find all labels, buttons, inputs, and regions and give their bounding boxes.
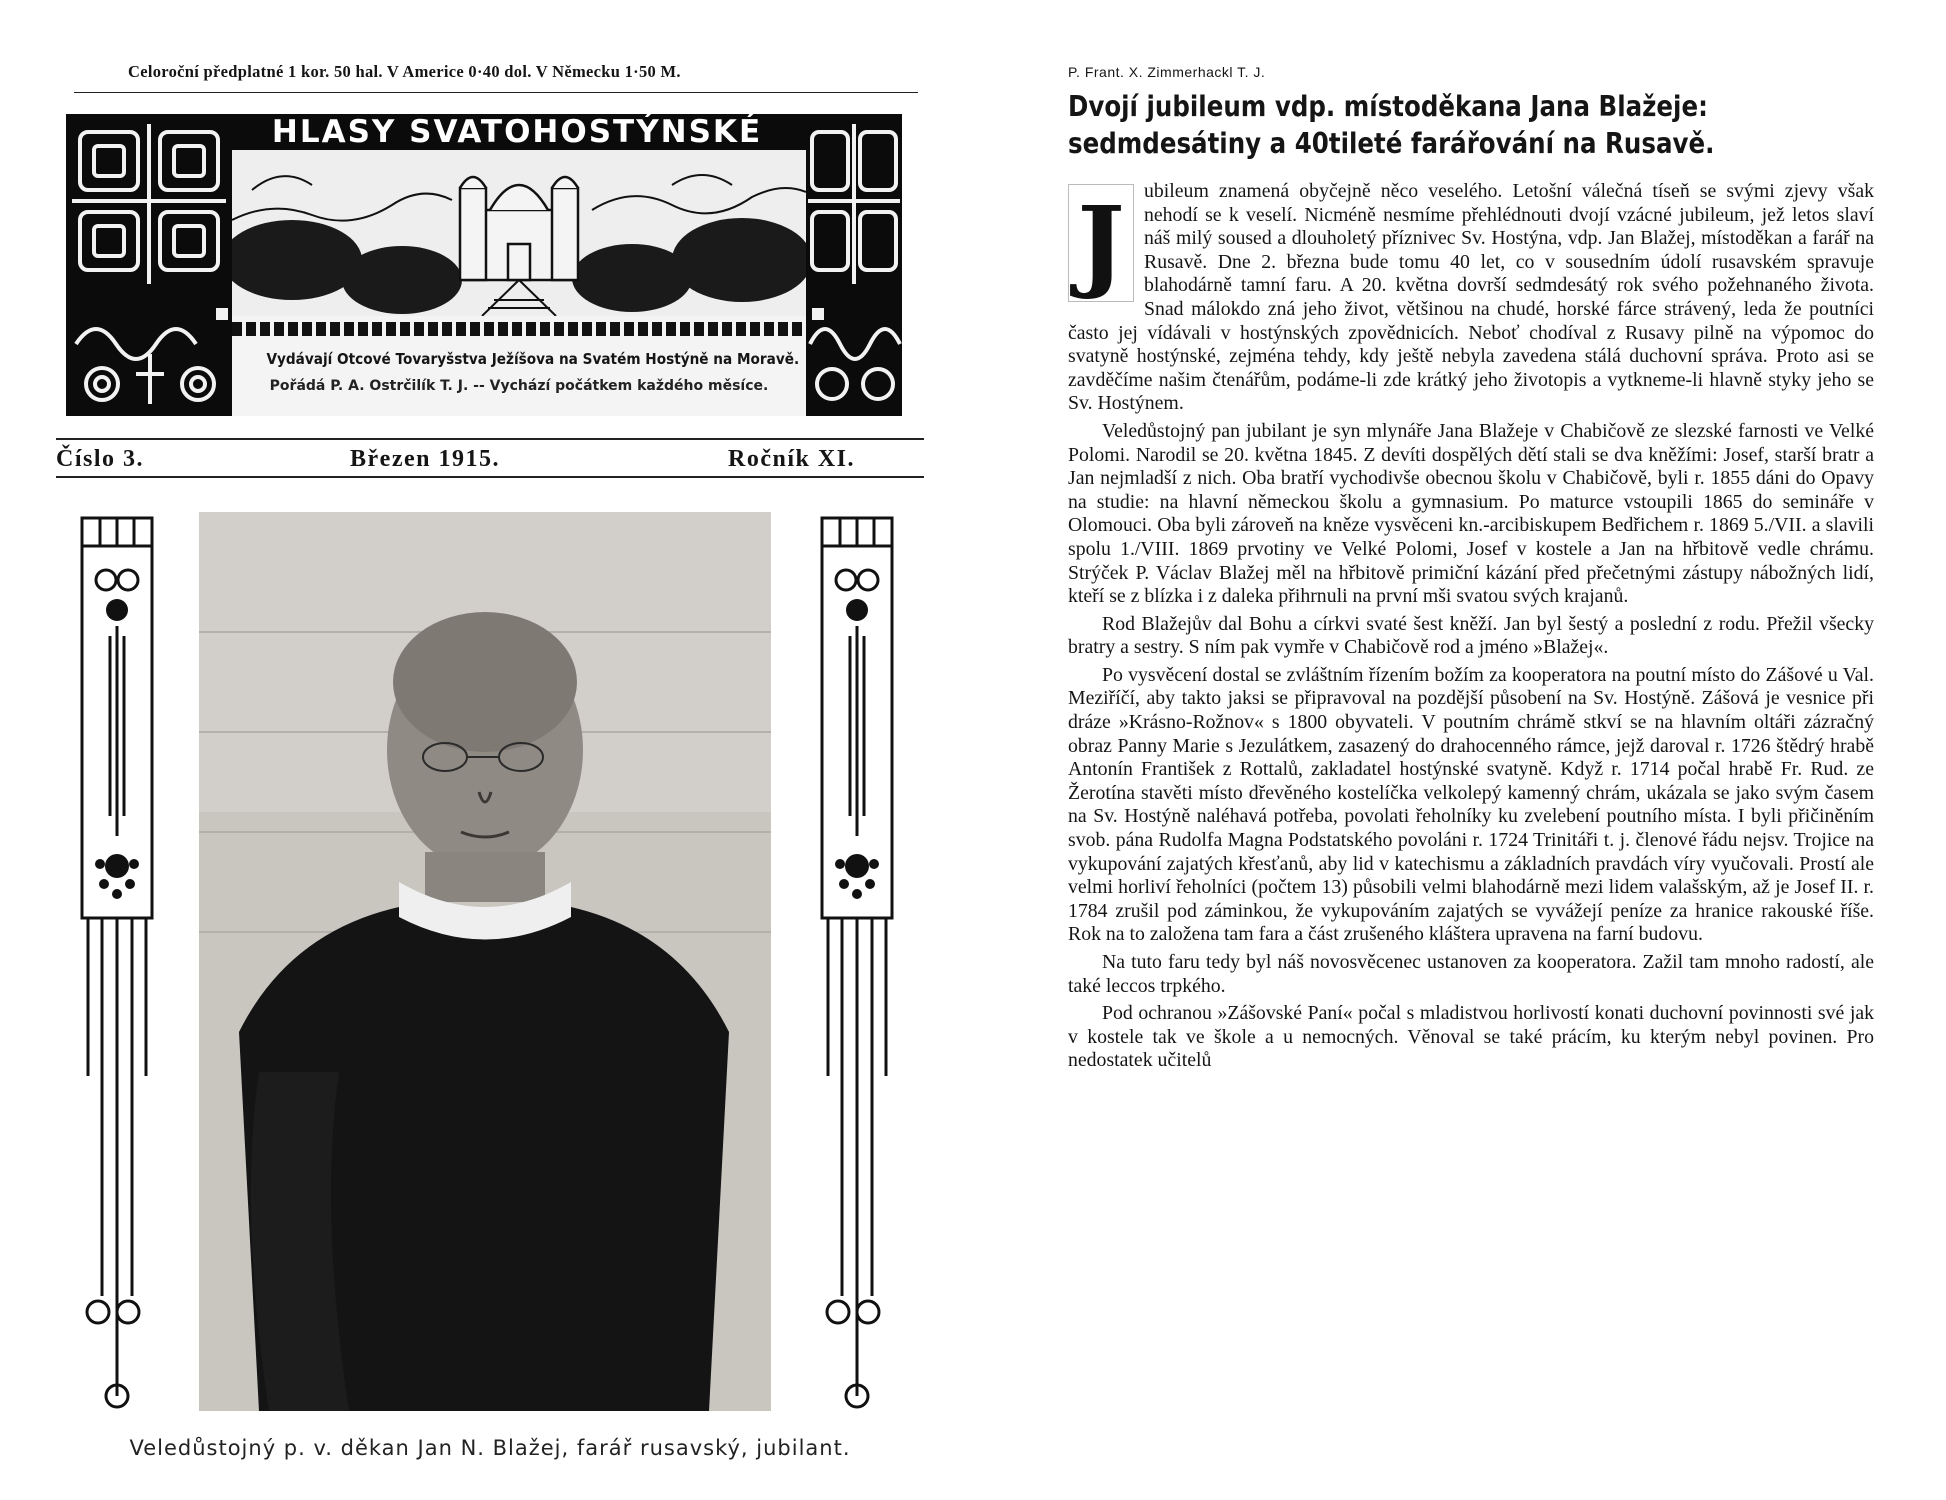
masthead-right-ornament <box>806 114 902 416</box>
right-side-ornament <box>820 516 894 1416</box>
issue-date: Březen 1915. <box>350 446 500 472</box>
paragraph: Na tuto faru tedy byl náš novosvěcenec ustanoven za kooperatora. Zažil tam mnoho radostí, ale také leccos trpkého. <box>1068 951 1874 997</box>
issue-rule <box>56 438 924 440</box>
priest-portrait-figure <box>199 512 771 1411</box>
paragraph: Rod Blažejův dal Bohu a církvi svaté šest kněží. Jan byl šestý a poslední z rodu. Přežil všecky bratry a sestry. S ním pak vymře v Chabičově rod a jméno »Blažej«. <box>1068 612 1874 659</box>
article-author: P. Frant. X. Zimmerhackl T. J. <box>1068 64 1266 80</box>
masthead-panel <box>232 150 806 416</box>
subscription-line: Celoroční předplatné 1 kor. 50 hal. V Americe 0·40 dol. V Německu 1·50 M. <box>128 62 681 81</box>
photo-caption: Veledůstojný p. v. děkan Jan N. Blažej, farář rusavský, jubilant. <box>129 1436 851 1460</box>
portrait-photo <box>199 512 771 1411</box>
paragraph: Po vysvěcení dostal se zvláštním řízením božím za kooperatora na poutní místo do Zášové u Val. Meziříčí, aby takto jaksi se připravoval na pozdější působení na Sv. Hostýně. Zášová je vesnice při dráze »Krásno-Rožnov« s 1800 obyvateli. V poutním chrámě stkví se na hlavním oltáři zázračný obraz Panny Marie s Jezulátkem, zasazený do drahocenného rámce, jejž daroval r. 1726 štědrý hrabě Antonín František z Rottalů, zakladatel hostýnské svatyně. Když r. 1714 počal hrabě Fr. Rud. ze Žerotína stavěti místo dřevěného kostelíčka velkolepý kamenný chrám, ukázala se jako svým časem na Sv. Hostýně naléhavá potřeba, povolati řeholníky ku zvelebení poutního místa. I byli přičiněním svob. pána Rudolfa Magna Podstatského povoláni r. 1724 Trinitáři t. j. členové řádu nejsv. Trojice na vykupování zajatých křesťanů, aby lid v katechismu a základních pravdách víry vyučovali. Prostí ale velmi horliví řeholníci (počtem 13) působili velmi blahodárně mezi lidem valašským, až je Josef II. r. 1784 zrušil pod záminkou, že vykupováním zajatých se vyvážejí peníze za hranice rakouské říše. Rok na to založena tam fara a část zrušeného kláštera upravena na farní budovu. <box>1068 663 1874 946</box>
issue-volume: Ročník XI. <box>728 446 856 472</box>
masthead-title: HLASY SVATOHOSTÝNSKÉ <box>271 114 763 150</box>
paragraph: Veledůstojný pan jubilant je syn mlynáře Jana Blažeje v Chabičově ze slezské farnosti ve Velké Polomi. Narodil se 20. května 1845. Z devíti dospělých dětí stali se dva kněžími: Josef, starší bratr a Jan nejmladší z nich. Oba bratří vychodivše obecnou školu v Chabičově, byli r. 1855 dáni do Opavy na studie: na hlavní německou školu a gymnasium. Po maturce vstoupili 1865 do semináře v Olomouci. Oba byli zároveň na kněze vysvěceni kn.-arcibiskupem Bedřichem r. 1869 5./VII. a slavili spolu 1./VIII. 1869 prvotiny ve Velké Polomi, Josef v kostele a Jan na hřbitově vedle chrámu. Strýček P. Václav Blažej měl na hřbitově primiční kázání před přečetnými zástupy nábožných lidí, kteří se z blízka i z daleka přihrnuli na první mši svatou svých krajanů. <box>1068 419 1874 608</box>
article-heading <box>1068 88 1756 162</box>
masthead-publisher-line: Vydávají Otcové Tovaryšstva Ježíšova na Svatém Hostýně na Moravě. <box>266 350 800 368</box>
masthead-editor-line: Pořádá P. A. Ostrčilík T. J. -- Vychází počátkem každého měsíce. <box>269 378 769 394</box>
masthead <box>66 114 902 416</box>
hostyn-church-illustration <box>232 150 806 316</box>
masthead-dotted-rule <box>232 322 806 336</box>
paragraph: Pod ochranou »Zášovské Paní« počal s mladistvou horlivostí konati duchovní povinnosti své jak v kostele tak ve škole a u nemocných. Věnoval se také prácím, ku kterým nebyl povinen. Pro nedostatek učitelů <box>1068 1002 1874 1072</box>
heading-line-1: Dvojí jubileum vdp. místoděkana Jana Blažeje: <box>1068 90 1708 123</box>
masthead-left-ornament <box>66 114 234 416</box>
article-body <box>1068 180 1874 1077</box>
issue-number: Číslo 3. <box>56 446 145 472</box>
paragraph: J ubileum znamená obyčejně něco veselého. Letošní válečná tíseň se svými zjevy však nehodí se k veselí. Nicméně nesmíme přehlédnouti dvojí vzácné jubileum, jež letos slaví náš milý soused a dlouholetý příznivec Sv. Hostýna, vdp. Jan Blažej, místoděkan a farář na Rusavě. Dne 2. března bude tomu 40 let, co v sousedním údolí rusavském spravuje blahodárně tamní faru. A 20. května dovrší sedmdesátý rok svého požehnaného života. Snad málokdo zná jeho život, většinou na chudé, horské fárce strávený, leda že poutníci často jej vídávali v hostýnských zpovědnicích. Neboť chodíval z Rusavy pilně na výpomoc do svatyně hostýnské, zejména tehdy, kdy ještě nebyla zavedena stálá duchovní správa. Proto asi se zavděčíme našim čtenářům, podáme-li zde krátký jeho životopis a vytkneme-li hlavně styky jeho se Sv. Hostýnem. <box>1068 180 1874 415</box>
issue-bottom-rule <box>56 476 924 478</box>
top-rule <box>74 92 918 93</box>
left-side-ornament <box>80 516 154 1416</box>
heading-line-2: sedmdesátiny a 40tileté farářování na Rusavě. <box>1068 127 1715 160</box>
dropcap-initial: J <box>1068 184 1134 302</box>
